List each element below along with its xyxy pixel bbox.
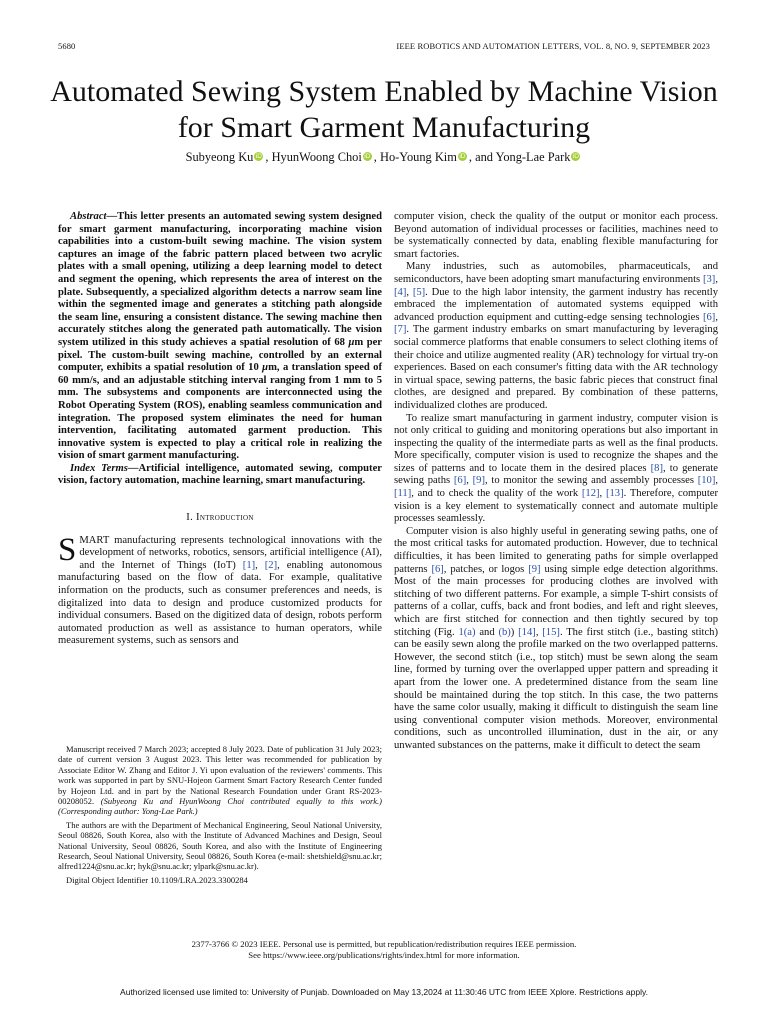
figure-link[interactable]: (b): [498, 626, 511, 638]
citation-link[interactable]: [6]: [431, 563, 444, 575]
body-paragraph: Computer vision is also highly useful in generating sewing paths, one of the most critical tasks for automated production. However, due to technical difficulties, it has been limited to generating paths for simple overlapped patterns [6], patches, or logos [9] using simple edge detection algorithms. Most of the main processes for producing clothes are involved with stitching of two different patterns. For example, a simple T-shirt consists of patterns of a collar, cuffs, back and front bodies, and left and right sleeves, which are first stitched for connection and then tightly secured by top stitching (Fig. 1(a) and (b)) [14], [15]. The first stitch (i.e., basting stitch) can be easily sewn along the profile marked on the two overlapped patterns. However, the second stitch (i.e., top stitch) must be sewn along the seam line, formed by turning over the overlapped upper pattern and spreading it apart from the lower one. A predetermined distance from the seam line should be maintained during the top stitch. In this case, the two patterns have the same color usually, making it difficult to distinguish the seam line using conventional computer vision methods. Moreover, environmental conditions, such as uncontrolled illumination, dust in the air, or any unwanted substances on the patterns, make it difficult to detect the seam: [394, 525, 718, 751]
author-name[interactable]: HyunWoong Choi: [271, 150, 362, 164]
intro-paragraph: SMART manufacturing represents technological innovations with the development of networks, robotics, sensors, artificial intelligence (AI), and the Internet of Things (IoT) [1], [2], enabling autonomous manufacturing based on the flow of data. For example, qualitative information on the products, such as consumer preferences and needs, is digitalized into data to design and produce customized products for individual consumers. Based on the digitized data of design, robots perform automated production as well as assistance to human operators, while measurement systems, such as sensors and: [58, 531, 383, 647]
affiliation-note: The authors are with the Department of Mechanical Engineering, Seoul National University, Seoul 08826, South Korea, also with the Institute of Advanced Machines and Design, Seoul National University, Seoul 08826, South Korea, and also with the Institute of Engineering Research, Seoul National University, Seoul 08826, South Korea (e-mail: shetshield@snu.ac.kr; alfred1224@snu.ac.kr; hyk@snu.ac.kr; ylpark@snu.ac.kr).: [58, 819, 382, 872]
drop-cap: S: [58, 531, 77, 568]
index-terms: Index Terms—Artificial intelligence, automated sewing, computer vision, factory automation, machine learning, smart manufacturing.: [58, 462, 382, 487]
copyright-notice: 2377-3766 © 2023 IEEE. Personal use is permitted, but republication/redistribution requires IEEE permission. See https://www.ieee.org/publications/rights/index.html for more information.: [58, 939, 710, 961]
body-paragraph: computer vision, check the quality of the output or monitor each process. Beyond automation of individual processes or facilities, machines need to be systematically connected by data, enabling flexible manufacturing for smart factories.: [394, 211, 718, 260]
citation-link[interactable]: [15]: [542, 626, 560, 638]
abstract-label: Abstract: [70, 211, 107, 222]
author-name[interactable]: Subyeong Ku: [185, 150, 254, 164]
doi-note: Digital Object Identifier 10.1109/LRA.2023.3300284: [66, 874, 248, 885]
section-heading: I. Introduction: [186, 512, 254, 524]
rights-link[interactable]: See https://www.ieee.org/publications/rights/index.html for more information.: [248, 950, 520, 960]
citation-link[interactable]: [12]: [581, 488, 600, 500]
paper-title: Automated Sewing System Enabled by Machine Vision for Smart Garment Manufacturing: [50, 75, 718, 144]
orcid-icon[interactable]: iD: [255, 153, 262, 160]
right-column: [394, 211, 718, 753]
journal-header: IEEE ROBOTICS AND AUTOMATION LETTERS, VOL. 8, NO. 9, SEPTEMBER 2023: [396, 41, 710, 51]
first-page-footnote: [58, 744, 382, 888]
citation-link[interactable]: [2]: [264, 559, 278, 571]
citation-link[interactable]: [14]: [518, 626, 536, 638]
body-paragraph: Many industries, such as automobiles, pharmaceuticals, and semiconductors, have been adopting smart manufacturing environments [3], [4], [5]. Due to the high labor intensity, the garment industry has recently embraced the implementation of automated systems equipped with advanced production equipment and cutting-edge sensing technologies [6], [7]. The garment industry embarks on smart manufacturing by leveraging social commerce platforms that enable consumers to select clothing items of their choice and utilize augmented reality (AR) technology for virtual try-on experiences. Based on each consumer's fitting data with the AR technology in virtual space, sewing patterns, the basic fabric pieces that construct final clothes, are designed and prepared. By combination of these patterns, individualized clothes are produced.: [394, 261, 719, 411]
citation-link[interactable]: [9]: [528, 563, 541, 575]
orcid-icon[interactable]: iD: [459, 153, 466, 160]
body-paragraph: To realize smart manufacturing in garment industry, computer vision is not only critical to guiding and monitoring operations but also important in inspecting the quality of the intermediate parts as well as the final products. More specifically, computer vision is used to recognize the shapes and the sizes of patterns and to locate them in the desired places [8], to generate sewing paths [6], [9], to monitor the sewing and assembly processes [10], [11], and to check the quality of the work [12], [13]. Therefore, computer vision is a key element to systematically connect and automate multiple processes seamlessly.: [394, 412, 719, 525]
orcid-icon[interactable]: iD: [572, 153, 579, 160]
citation-link[interactable]: [3]: [702, 273, 716, 285]
citation-link[interactable]: [6]: [702, 311, 716, 323]
author-name[interactable]: Yong-Lae Park: [495, 150, 571, 164]
license-notice: Authorized licensed use limited to: University of Punjab. Downloaded on May 13,2024 at 11:30:46 UTC from IEEE Xplore. Restrictions apply.: [120, 987, 648, 997]
citation-link[interactable]: [8]: [650, 462, 663, 474]
author-name[interactable]: Ho-Young Kim: [380, 150, 457, 164]
page-number: 5680: [58, 41, 76, 51]
left-column: [58, 211, 382, 648]
citation-link[interactable]: [4]: [394, 286, 407, 298]
citation-link[interactable]: [9]: [472, 475, 485, 487]
author-list: Subyeong Ku iD , HyunWoong Choi iD , Ho-Young Kim iD , and Yong-Lae Park iD: [185, 150, 579, 164]
citation-link[interactable]: [13]: [605, 488, 624, 500]
citation-link[interactable]: [7]: [394, 324, 407, 336]
manuscript-note: Manuscript received 7 March 2023; accepted 8 July 2023. Date of publication 31 July 2023; date of current version 3 August 2023. This letter was recommended for publication by Associate Editor W. Zhang and Editor J. Yi upon evaluation of the reviewers' comments. This work was supported in part by SNU-Hojeon Garment Smart Factory Research Center funded by Hojeon Ltd. and in part by the National Research Foundation under Grant RS-2023-00208052. (Subyeong Ku and HyunWoong Choi contributed equally to this work.) (Corresponding author: Yong-Lae Park.): [58, 744, 383, 817]
abstract: Abstract—This letter presents an automated sewing system designed for smart garment manufacturing, incorporating machine vision capabilities into a custom-built sewing machine. The vision system captures an image of the fabric pattern placed between two acrylic plates with a small opening, utilizing a deep learning model to detect and segment the opening, which represents the area of interest on the plate. Subsequently, a specialized algorithm detects a narrow seam line within the segmented image and generates a stitching path alongside the seam line, ensuring a consistent distance. The sewing machine then accurately stitches along the generated path automatically. The vision system utilized in this study achieves a spatial resolution of 68 μm per pixel. The custom-built sewing machine, controlled by an external computer, exhibits a spatial resolution of 10 μm, a translation speed of 60 mm/s, and an adjustable stitching interval ranging from 1 mm to 5 mm. The subsystems and components are interconnected using the Robot Operating System (ROS), enabling seamless communication and integration. The proposed system eliminates the need for human intervention, facilitating automated garment production. This innovative system is expected to play a critical role in realizing the vision of smart garment manufacturing.: [58, 211, 383, 462]
citation-link[interactable]: [6]: [453, 475, 467, 487]
orcid-icon[interactable]: iD: [364, 153, 371, 160]
citation-link[interactable]: [5]: [412, 286, 426, 298]
figure-link[interactable]: 1(a): [458, 626, 476, 638]
citation-link[interactable]: [11]: [394, 488, 412, 500]
citation-link[interactable]: [1]: [242, 559, 256, 571]
index-terms-label: Index Terms: [70, 462, 128, 474]
citation-link[interactable]: [10]: [697, 475, 716, 487]
